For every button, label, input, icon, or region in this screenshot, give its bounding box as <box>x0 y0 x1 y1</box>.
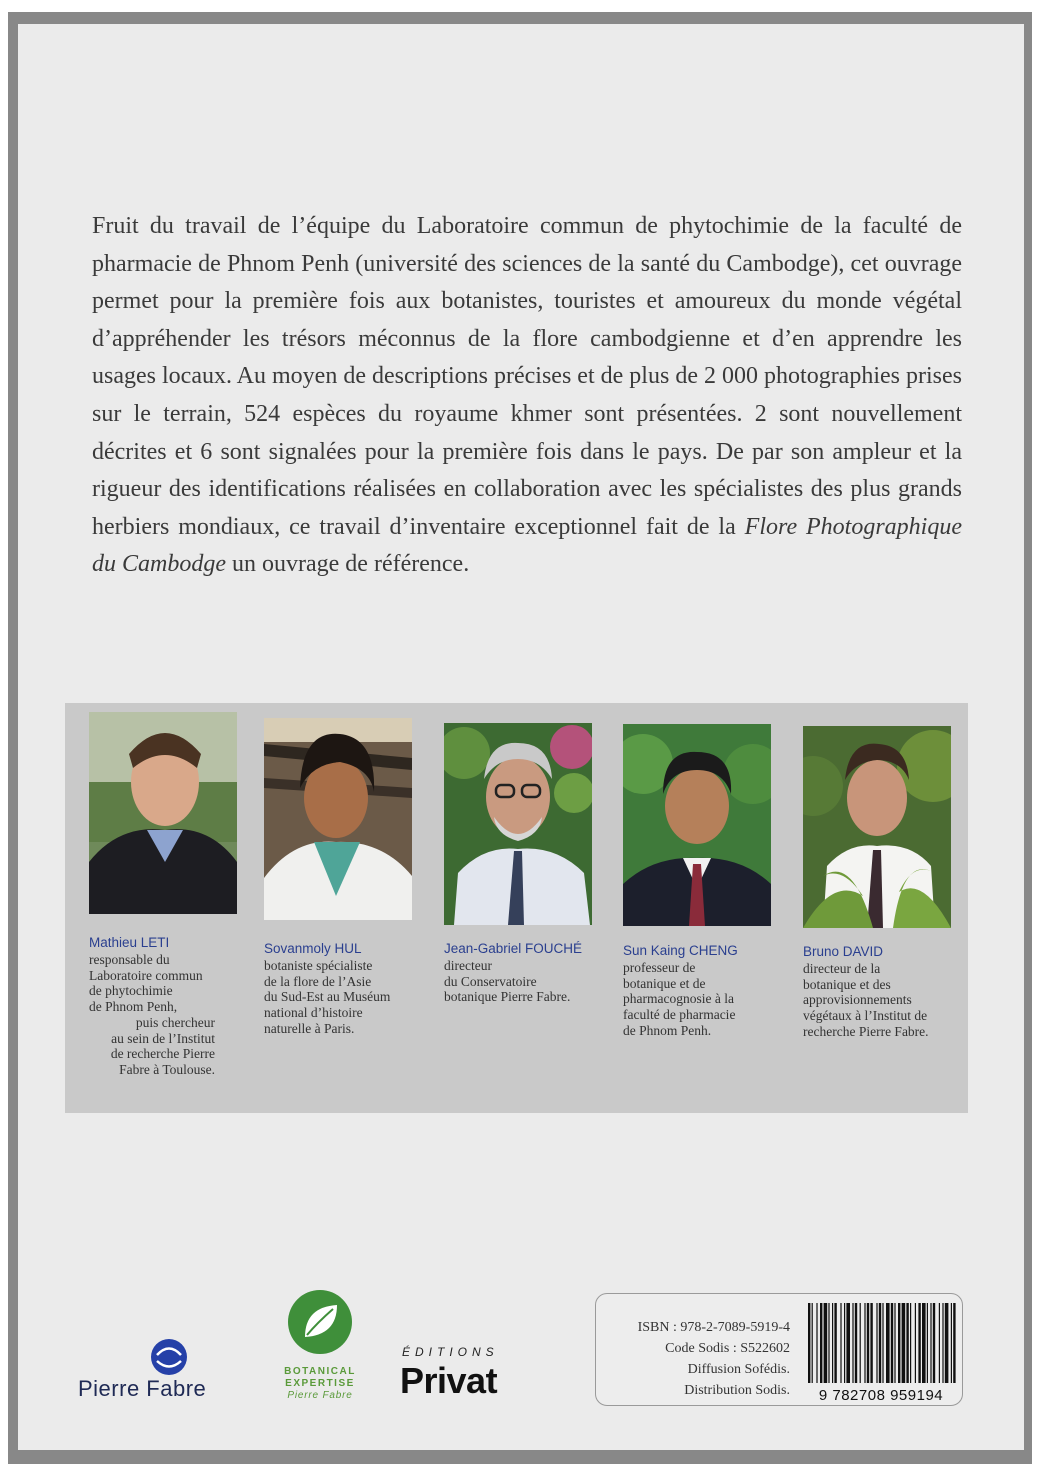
botanical-expertise-text: BOTANICAL EXPERTISE <box>284 1366 356 1389</box>
author-photo-mathieu-leti <box>89 712 237 914</box>
role-line: botanique et de <box>623 975 706 991</box>
barcode-bar <box>812 1303 813 1383</box>
author-role <box>623 960 735 1039</box>
barcode-bar <box>898 1303 900 1383</box>
role-line: recherche Pierre Fabre. <box>803 1023 929 1039</box>
isbn-number: ISBN : 978-2-7089-5919-4 <box>637 1320 790 1335</box>
barcode-bar <box>820 1303 822 1383</box>
role-line: national d’histoire <box>264 1005 363 1021</box>
author-name: Bruno DAVID <box>803 944 884 959</box>
barcode-bar <box>855 1303 857 1383</box>
role-line: naturelle à Paris. <box>264 1020 355 1036</box>
barcode-bar <box>951 1303 952 1383</box>
role-line: directeur <box>444 958 492 973</box>
barcode-bar <box>939 1303 940 1383</box>
barcode-bar <box>834 1303 836 1383</box>
book-description <box>92 208 962 584</box>
barcode-bar <box>860 1303 861 1383</box>
author-name: Sun Kaing CHENG <box>623 943 738 958</box>
role-line: du Conservatoire <box>444 973 537 989</box>
author-photo-jean-gabriel-fouche <box>444 723 592 925</box>
barcode <box>806 1303 956 1390</box>
barcode-bar <box>894 1303 895 1383</box>
barcode-bar <box>922 1303 926 1383</box>
role-line: pharmacognosie à la <box>623 991 734 1007</box>
role-line: botanique et des <box>803 976 891 992</box>
author-photo-sovanmoly-hul <box>264 718 412 920</box>
author-role <box>444 958 570 1005</box>
barcode-bar <box>876 1303 877 1383</box>
barcode-bar <box>840 1303 841 1383</box>
role-line: de la flore de l’Asie <box>264 973 372 989</box>
role-line: professeur de <box>623 960 696 975</box>
description-text: Fruit du travail de l’équipe du Laboratoire commun de phytochimie de la faculté de pharmacie de Phnom Penh (université des sciences de la santé du Cambodge), cet ouvrage permet pour la première fois aux botanistes, touristes et amoureux du monde végétal d’appréhender les trésors méconnus de la flore cambodgienne et d’en apprendre les usages locaux. Au moyen de descriptions précises et de plus de 2 000 photographies prises sur le terrain, 524 espèces du royaume khmer sont présentées. 2 sont nouvellement décrites et 6 sont signalées pour la première fois dans le pays. De par son ampleur et la rigueur des identifications réalisées en collaboration avec les spécialistes des plus grands herbiers mondiaux, ce travail d’inventaire exceptionnel fait de la <box>92 213 962 540</box>
privat-logo: Privat <box>400 1360 498 1401</box>
author-photo-sun-kaing-cheng <box>623 724 771 926</box>
author-name: Mathieu LETI <box>89 935 170 950</box>
role-line: de Phnom Penh, <box>89 999 178 1015</box>
barcode-bar <box>942 1303 943 1383</box>
author-role <box>803 961 929 1040</box>
distribution: Distribution Sodis. <box>684 1383 790 1398</box>
role-line: responsable du <box>89 952 170 967</box>
role-line: de Phnom Penh. <box>623 1022 712 1038</box>
barcode-bar <box>846 1303 850 1383</box>
barcode-bar <box>945 1303 949 1383</box>
barcode-bar <box>953 1303 955 1383</box>
role-line: Fabre à Toulouse. <box>119 1061 215 1077</box>
barcode-bar <box>808 1303 810 1383</box>
barcode-bar <box>828 1303 829 1383</box>
role-line: approvisionnements <box>803 992 912 1008</box>
barcode-bar <box>927 1303 928 1383</box>
barcode-bar <box>886 1303 890 1383</box>
barcode-bar <box>915 1303 916 1383</box>
role-line: faculté de pharmacie <box>623 1007 736 1023</box>
author-name: Jean-Gabriel FOUCHÉ <box>444 941 583 956</box>
barcode-bar <box>902 1303 906 1383</box>
role-line: botaniste spécialiste <box>264 958 373 973</box>
role-line: de phytochimie <box>89 983 173 999</box>
barcode-bar <box>870 1303 872 1383</box>
author-role <box>89 952 215 1078</box>
description-book-title: Flore Photographique du Cambodge <box>92 513 963 578</box>
botanical-expertise-subtext: Pierre Fabre <box>287 1390 353 1401</box>
role-line: de recherche Pierre <box>110 1046 215 1062</box>
diffusion: Diffusion Sofédis. <box>687 1362 790 1377</box>
author-role <box>264 958 390 1037</box>
barcode-bar <box>918 1303 920 1383</box>
isbn-details <box>0 1317 790 1401</box>
role-line: au sein de l’Institut <box>111 1030 215 1046</box>
pierre-fabre-logo-text: Pierre Fabre <box>78 1376 207 1401</box>
barcode-bar <box>832 1303 833 1383</box>
author-name: Sovanmoly HUL <box>264 941 362 956</box>
role-line: Laboratoire commun <box>89 967 203 983</box>
description-ending: un ouvrage de référence. <box>232 551 470 578</box>
barcode-bar <box>891 1303 893 1383</box>
barcode-bar <box>867 1303 869 1383</box>
editions-label: ÉDITIONS <box>402 1345 499 1359</box>
author-photo-bruno-david <box>803 726 951 928</box>
barcode-digits: 9 782708 959194 <box>818 1387 944 1404</box>
barcode-bar <box>864 1303 865 1383</box>
barcode-bar <box>910 1303 911 1383</box>
barcode-bar <box>879 1303 881 1383</box>
code-sodis: Code Sodis : S522602 <box>665 1341 790 1356</box>
role-line: végétaux à l’Institut de <box>803 1008 928 1024</box>
role-line: directeur de la <box>803 961 881 976</box>
barcode-bar <box>852 1303 853 1383</box>
barcode-bar <box>930 1303 931 1383</box>
barcode-bar <box>906 1303 908 1383</box>
barcode-bar <box>824 1303 828 1383</box>
role-line: du Sud-Est au Muséum <box>264 989 391 1005</box>
role-line: puis chercheur <box>135 1014 215 1030</box>
barcode-bar <box>882 1303 883 1383</box>
barcode-bar <box>933 1303 935 1383</box>
role-line: botanique Pierre Fabre. <box>444 989 571 1005</box>
barcode-bar <box>844 1303 845 1383</box>
barcode-bar <box>816 1303 817 1383</box>
